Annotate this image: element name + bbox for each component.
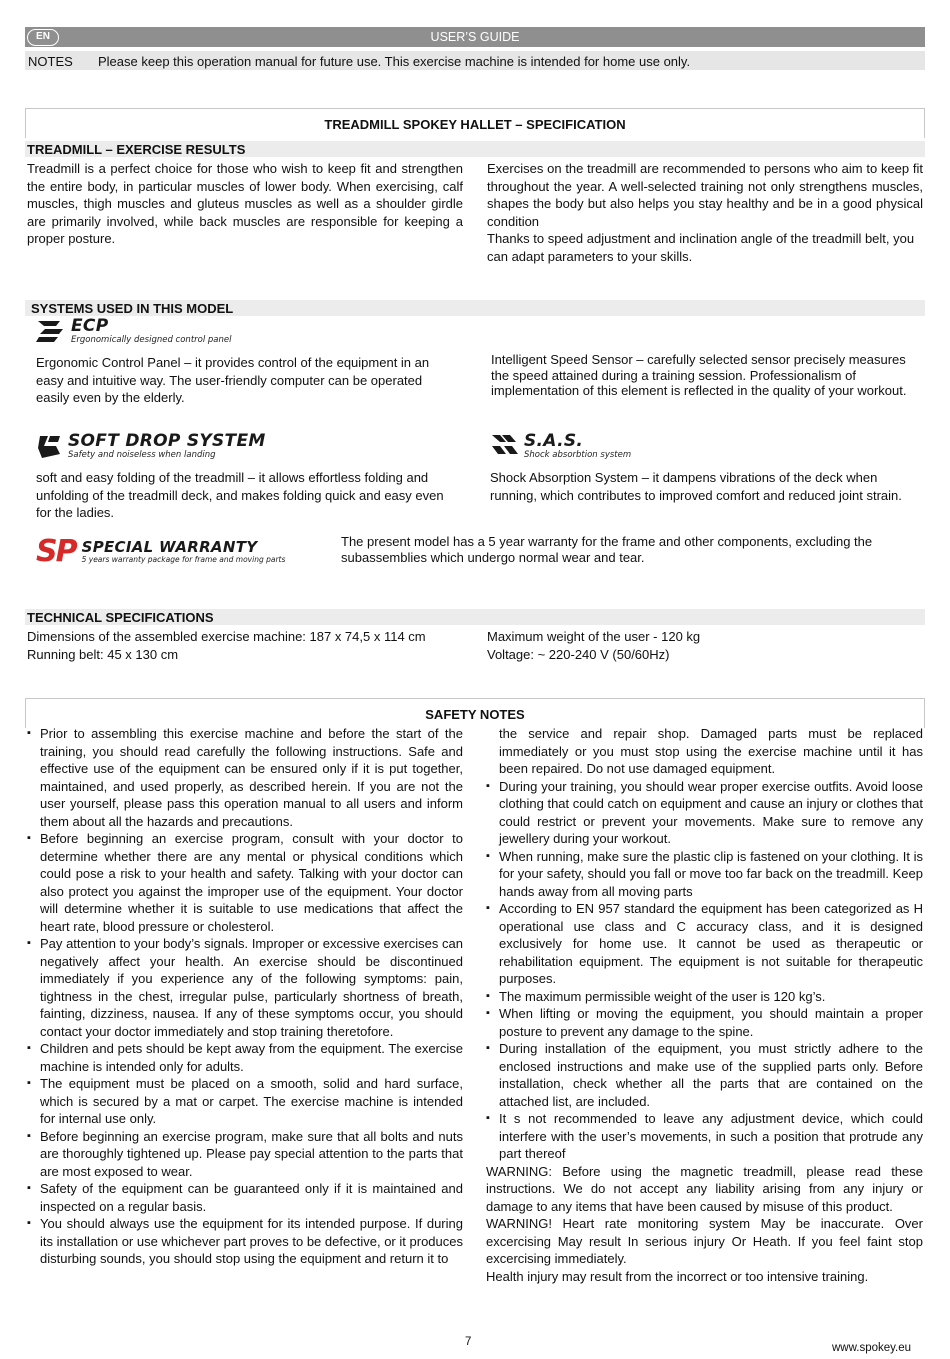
safety-right-column (486, 725, 923, 1285)
iss-text: Intelligent Speed Sensor – carefully selected sensor precisely measures the speed attained during a training session. Professionalism of implementation of this element is reflected in the quality of your workout. (491, 352, 907, 399)
footer-url: www.spokey.eu (832, 1342, 912, 1354)
safety-title: SAFETY NOTES (425, 707, 525, 722)
special-warranty-logo-title: SPECIAL WARRANTY (81, 538, 258, 556)
soft-drop-text: soft and easy folding of the treadmill – it allows effortless folding and unfolding of the treadmill deck, and makes folding quick and easy even for the ladies. (36, 470, 444, 520)
list-item: ▪ Before beginning an exercise program, make sure that all bolts and nuts are thoroughly tightened up. Please pay special attention to the parts that are most exposed to wear. (27, 1128, 463, 1181)
warranty-text: The present model has a 5 year warranty for the frame and other components, excluding the subassemblies which undergo normal wear and tear. (341, 534, 873, 565)
list-item: ▪ The maximum permissible weight of the user is 120 kg’s. (486, 988, 923, 1006)
results-right-text-1: Exercises on the treadmill are recommended to persons who aim to keep fit throughout the year. A well-selected training not only strengthens muscles, shapes the body but also helps you stay healthy and be in a good physical condition (487, 161, 923, 229)
warning-text-3: Health injury may result from the incorrect or too intensive training. (486, 1268, 869, 1284)
tech-running-belt: Running belt: 45 x 130 cm (27, 647, 179, 662)
list-item: ▪ According to EN 957 standard the equipment has been categorized as H operational use class and C accuracy class, and it is designed exclusively for home use. It cannot be used as therapeutic or rehabilitation equipment. The equipment is not suitable for therapeutic purposes. (486, 900, 923, 988)
sas-logo (490, 432, 631, 460)
sas-logo-subtitle: Shock absorbtion system (524, 450, 632, 460)
safety-right-continuation: the service and repair shop. Damaged parts must be replaced immediately or you must stop using the exercise machine until it has been repaired. Do not use damaged equipment. (499, 726, 923, 776)
list-item: ▪ You should always use the equipment for its intended purpose. If during its installation or use whichever part proves to be defective, or it produces disturbing sounds, you should stop using the equipment and return it to (27, 1215, 463, 1268)
notes-label: NOTES (28, 54, 73, 69)
warning-text-2: WARNING! Heart rate monitoring system May be inaccurate. Over excercising May result In serious injury Or Heath. If you feel faint stop excercising immediately. (486, 1216, 923, 1266)
notes-text: Please keep this operation manual for future use. This exercise machine is intended for home use only. (98, 54, 691, 69)
results-right-text-2: Thanks to speed adjustment and inclination angle of the treadmill belt, you can adapt parameters to your skills. (487, 231, 915, 264)
safety-left-list (27, 725, 463, 1268)
list-item: ▪ Children and pets should be kept away from the equipment. The exercise machine is intended only for adults. (27, 1040, 463, 1075)
list-item: ▪ The equipment must be placed on a smooth, solid and hard surface, which is secured by a mat or carpet. The exercise machine is intended for internal use only. (27, 1075, 463, 1128)
ecp-text: Ergonomic Control Panel – it provides control of the equipment in an easy and intuitive way. The user-friendly computer can be operated easily even by the elderly. (36, 355, 430, 405)
safety-right-list (486, 778, 923, 1163)
results-heading: TREADMILL – EXERCISE RESULTS (27, 142, 246, 157)
spec-title: TREADMILL SPOKEY HALLET – SPECIFICATION (324, 117, 626, 132)
soft-drop-logo-title: SOFT DROP SYSTEM (68, 431, 266, 451)
soft-drop-logo (36, 432, 266, 460)
ecp-logo-subtitle: Ergonomically designed control panel (71, 335, 232, 345)
list-item: ▪ Pay attention to your body’s signals. Improper or excessive exercises can negatively affect your health. An exercise should be discontinued immediately if you experience any of the following symptoms: pain, tightness in the chest, irregular pulse, particularly shortness of breath, fainting, dizziness, nausea. If any of these symptoms occur, you should contact your doctor immediately and stop training theretofore. (27, 935, 463, 1040)
soft-drop-logo-subtitle: Safety and noiseless when landing (68, 450, 216, 460)
results-left-text: Treadmill is a perfect choice for those who wish to keep fit and strengthen the entire body, in particular muscles of lower body. When exercising, calf muscles, thigh muscles and gluteus muscles as well as a shoulder girdle are primarily involved, while back muscles are responsible for keeping a proper posture. (27, 161, 463, 246)
tech-voltage: Voltage: ~ 220-240 V (50/60Hz) (487, 647, 670, 662)
sas-logo-title: S.A.S. (524, 431, 584, 451)
page-title: USER’S GUIDE (430, 30, 520, 44)
list-item: ▪ During your training, you should wear proper exercise outfits. Avoid loose clothing that could catch on equipment and cause an injury or clothes that could restrict or prevent your movements. Make sure to remove any jewellery during your workout. (486, 778, 923, 848)
sas-text: Shock Absorption System – it dampens vibrations of the deck when running, which contributes to improved comfort and reduced joint strain. (490, 470, 902, 503)
list-item: ▪ It s not recommended to leave any adjustment device, which could interfere with the user’s movements, in such a position that protrude any part thereof (486, 1110, 923, 1163)
tech-heading: TECHNICAL SPECIFICATIONS (27, 610, 214, 625)
sas-logo-icon (490, 432, 520, 458)
special-warranty-logo-icon: SP (36, 534, 76, 569)
list-item: ▪ Before beginning an exercise program, consult with your doctor to determine whether there are any mental or physical conditions which could pose a risk to your health and safety. Talking with your doctor can also protect you against the improper use of the equipment. Your doctor will determine whether it is suitable to use medications that affect the heart rate, blood pressure or cholesterol. (27, 830, 463, 935)
list-item: ▪ During installation of the equipment, you must strictly adhere to the enclosed instructions and make use of the supplied parts only. Before installation, check whether all the parts that are contained on the attached list, are included. (486, 1040, 923, 1110)
list-item: ▪ When lifting or moving the equipment, you should maintain a proper posture to prevent any damage to the spine. (486, 1005, 923, 1040)
tech-max-weight: Maximum weight of the user - 120 kg (487, 629, 701, 644)
special-warranty-logo (36, 534, 286, 569)
list-item: ▪ When running, make sure the plastic clip is fastened on your clothing. It is for your safety, should you fall or move too far back on the treadmill. Keep hands away from all moving parts (486, 848, 923, 901)
results-right (487, 160, 923, 265)
language-badge: EN (27, 29, 59, 46)
ecp-logo-title: ECP (71, 316, 109, 336)
systems-heading: SYSTEMS USED IN THIS MODEL (31, 301, 234, 316)
ecp-logo (36, 318, 232, 345)
list-item: ▪ Safety of the equipment can be guaranteed only if it is maintained and inspected on a regular basis. (27, 1180, 463, 1215)
page-number: 7 (465, 1336, 472, 1348)
list-item: ▪ Prior to assembling this exercise machine and before the start of the training, you should read carefully the following instructions. Safe and effective use of the equipment can be ensured only if it is put together, maintained, and used properly, as described herein. If you are not the user yourself, please pass this operation manual to all users and inform them about all the hazards and precautions. (27, 725, 463, 830)
special-warranty-logo-subtitle: 5 years warranty package for frame and moving parts (81, 555, 286, 564)
tech-dimensions: Dimensions of the assembled exercise machine: 187 x 74,5 x 114 cm (27, 629, 426, 644)
soft-drop-logo-icon (36, 432, 64, 460)
ecp-logo-icon (36, 318, 66, 344)
warning-text-1: WARNING: Before using the magnetic treadmill, please read these instructions. We do not accept any liability arising from any injury or damage to any items that have been caused by misuse of this product. (486, 1163, 923, 1214)
